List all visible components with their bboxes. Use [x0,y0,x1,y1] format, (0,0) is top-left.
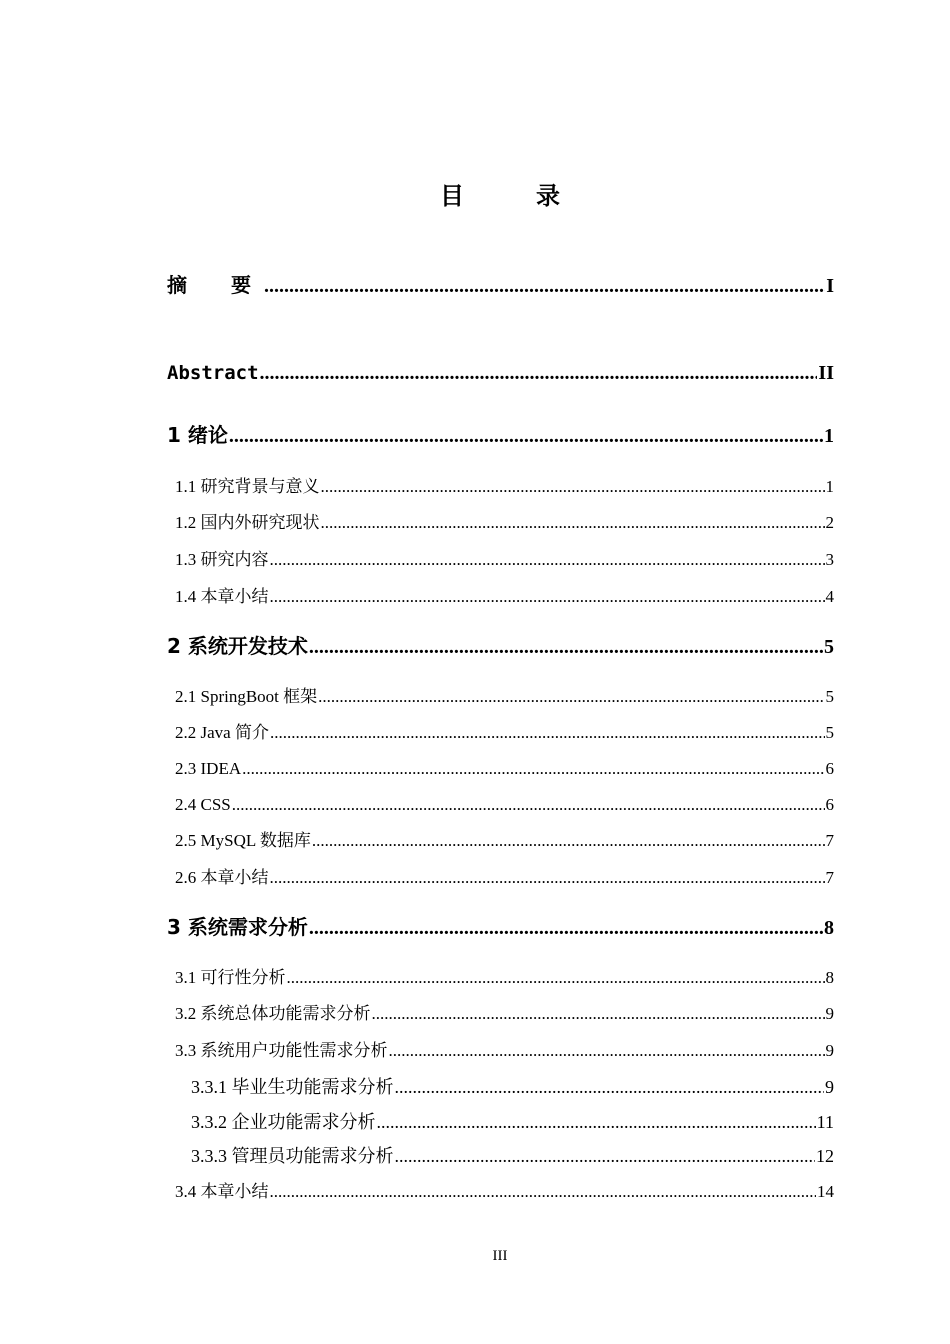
toc-entry-page: 5 [824,636,834,658]
toc-leader-dots [321,475,825,499]
toc-entry-label: 1.3 研究内容 [175,550,269,569]
toc-entry-chapter-2[interactable] [167,632,834,661]
toc-entry-label: 1.2 国内外研究现状 [175,513,320,532]
toc-entry-1-4[interactable] [175,585,834,609]
toc-leader-dots [264,272,825,300]
toc-leader-dots [270,548,825,572]
toc-entry-3-2[interactable] [175,1002,834,1026]
toc-leader-dots [309,633,823,661]
toc-entry-page: 9 [825,1041,834,1060]
toc-entry-page: 7 [825,868,834,887]
toc-entry-label: 2.6 本章小结 [175,868,269,887]
toc-entry-page: 5 [825,723,834,742]
toc-entry-1-2[interactable] [175,511,834,535]
toc-entry-abstract-en[interactable] [167,359,834,387]
toc-leader-dots [229,422,823,450]
toc-entry-page: 4 [825,587,834,606]
toc-leader-dots [270,866,825,890]
toc-entry-page: 2 [825,513,834,532]
toc-entry-3-1[interactable] [175,966,834,990]
toc-leader-dots [395,1144,816,1168]
toc-entry-2-6[interactable] [175,866,834,890]
toc-leader-dots [318,685,824,709]
toc-leader-dots [260,359,818,387]
toc-entry-label: 1 绪论 [167,423,228,447]
toc-entry-page: 9 [825,1004,834,1023]
toc-entry-label: 2.3 IDEA [175,759,242,778]
toc-leader-dots [321,511,825,535]
toc-entry-label: 2.5 MySQL 数据库 [175,831,311,850]
toc-entry-page: 3 [825,550,834,569]
toc-entry-label: 1.1 研究背景与意义 [175,477,320,496]
toc-entry-page: 6 [825,795,834,814]
toc-entry-3-3-1[interactable] [191,1075,834,1099]
toc-entry-page: 14 [817,1182,834,1201]
toc-entry-2-4[interactable] [175,793,834,817]
toc-entry-label: 3.1 可行性分析 [175,968,286,987]
toc-leader-dots [270,721,825,745]
toc-entry-label: 3.3.2 企业功能需求分析 [191,1112,376,1132]
toc-entry-label: 3 系统需求分析 [167,915,308,939]
toc-entry-label: 2.2 Java 简介 [175,723,269,742]
page-number: III [492,1248,508,1264]
toc-entry-page: I [826,275,834,297]
toc-entry-page: II [818,362,834,384]
toc-entry-page: 1 [824,425,834,447]
toc-entry-page: 1 [825,477,834,496]
toc-entry-2-3[interactable] [175,757,834,781]
toc-entry-2-2[interactable] [175,721,834,745]
toc-entry-abstract-cn[interactable] [167,271,834,300]
toc-entry-label: 2.4 CSS [175,795,231,814]
toc-entry-label: 摘 要 [167,273,263,297]
toc-entry-label: 1.4 本章小结 [175,587,269,606]
toc-leader-dots [270,1180,817,1204]
toc-entry-3-4[interactable] [175,1180,834,1204]
page-title: 目 录 [440,182,584,210]
toc-entry-1-3[interactable] [175,548,834,572]
toc-entry-chapter-3[interactable] [167,913,834,942]
toc-leader-dots [312,829,825,853]
toc-entry-page: 8 [824,917,834,939]
toc-leader-dots [372,1002,825,1026]
toc-entry-page: 9 [825,1077,834,1097]
toc-entry-page: 8 [825,968,834,987]
toc-entry-3-3-2[interactable] [191,1110,834,1134]
toc-entry-3-3-3[interactable] [191,1144,834,1168]
toc-entry-page: 12 [816,1146,834,1166]
toc-entry-1-1[interactable] [175,475,834,499]
toc-entry-page: 6 [825,759,834,778]
toc-entry-label: 3.3.3 管理员功能需求分析 [191,1146,394,1166]
toc-leader-dots [242,757,824,781]
toc-leader-dots [377,1110,816,1134]
toc-entry-label: 3.3 系统用户功能性需求分析 [175,1041,388,1060]
toc-entry-3-3[interactable] [175,1039,834,1063]
toc-entry-label: 2 系统开发技术 [167,634,308,658]
toc-entry-chapter-1[interactable] [167,421,834,450]
toc-entry-2-1[interactable] [175,685,834,709]
toc-leader-dots [232,793,825,817]
toc-entry-2-5[interactable] [175,829,834,853]
toc-entry-label: 3.4 本章小结 [175,1182,269,1201]
toc-entry-label: 3.3.1 毕业生功能需求分析 [191,1077,394,1097]
toc-entry-page: 11 [816,1112,834,1132]
toc-entry-page: 7 [825,831,834,850]
toc-entry-label: 2.1 SpringBoot 框架 [175,687,318,706]
toc-entry-label: Abstract [167,362,259,384]
toc-leader-dots [287,966,825,990]
toc-entry-label: 3.2 系统总体功能需求分析 [175,1004,371,1023]
toc-leader-dots [309,914,823,942]
toc-leader-dots [395,1075,825,1099]
toc-leader-dots [389,1039,825,1063]
toc-leader-dots [270,585,825,609]
toc-entry-page: 5 [825,687,834,706]
